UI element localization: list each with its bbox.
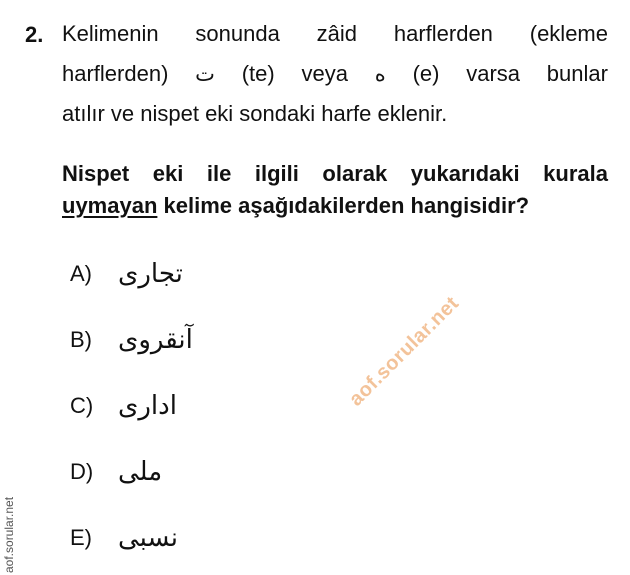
- option-a-text: تجارى: [118, 259, 183, 289]
- option-b[interactable]: [70, 320, 193, 360]
- option-e[interactable]: [70, 518, 178, 558]
- watermark-center: aof.sorular.net: [345, 292, 464, 411]
- option-b-letter: B): [70, 327, 92, 352]
- option-a-letter: A): [70, 261, 92, 286]
- te-label: (te) veya: [241, 61, 348, 86]
- option-d-text: ملى: [118, 457, 163, 487]
- option-d[interactable]: [70, 452, 162, 492]
- stem-line-3: atılır ve nispet eki sondaki harfe eklenir.: [62, 101, 448, 126]
- prompt-line-1: Nispet eki ile ilgili olarak yukarıdaki kurala: [62, 161, 608, 186]
- option-c-text: ادارى: [118, 391, 177, 421]
- te-letter: ت: [195, 62, 215, 86]
- option-c-letter: C): [70, 393, 94, 418]
- question-stem: [62, 14, 608, 134]
- prompt-emphasis: uymayan: [62, 193, 158, 218]
- option-a[interactable]: [70, 254, 183, 294]
- stem-line-1: Kelimenin sonunda zâid harflerden (ekleme: [62, 21, 608, 46]
- option-e-letter: E): [70, 525, 92, 550]
- e-letter: ه: [374, 62, 386, 86]
- stem-line-2: [62, 54, 608, 94]
- option-d-letter: D): [70, 459, 94, 484]
- prompt-line-2: [62, 190, 608, 222]
- question-number: 2.: [25, 22, 44, 47]
- watermark-side: aof.sorular.net: [2, 496, 16, 573]
- prompt-rest: kelime aşağıdakilerden hangisidir?: [163, 193, 530, 218]
- question-prompt: [62, 158, 608, 222]
- option-c[interactable]: [70, 386, 177, 426]
- option-b-text: آنقروى: [118, 325, 193, 355]
- e-label: (e) varsa bunlar: [412, 61, 608, 86]
- option-e-text: نسبى: [118, 523, 178, 553]
- stem-line-2-start: harflerden): [62, 61, 169, 86]
